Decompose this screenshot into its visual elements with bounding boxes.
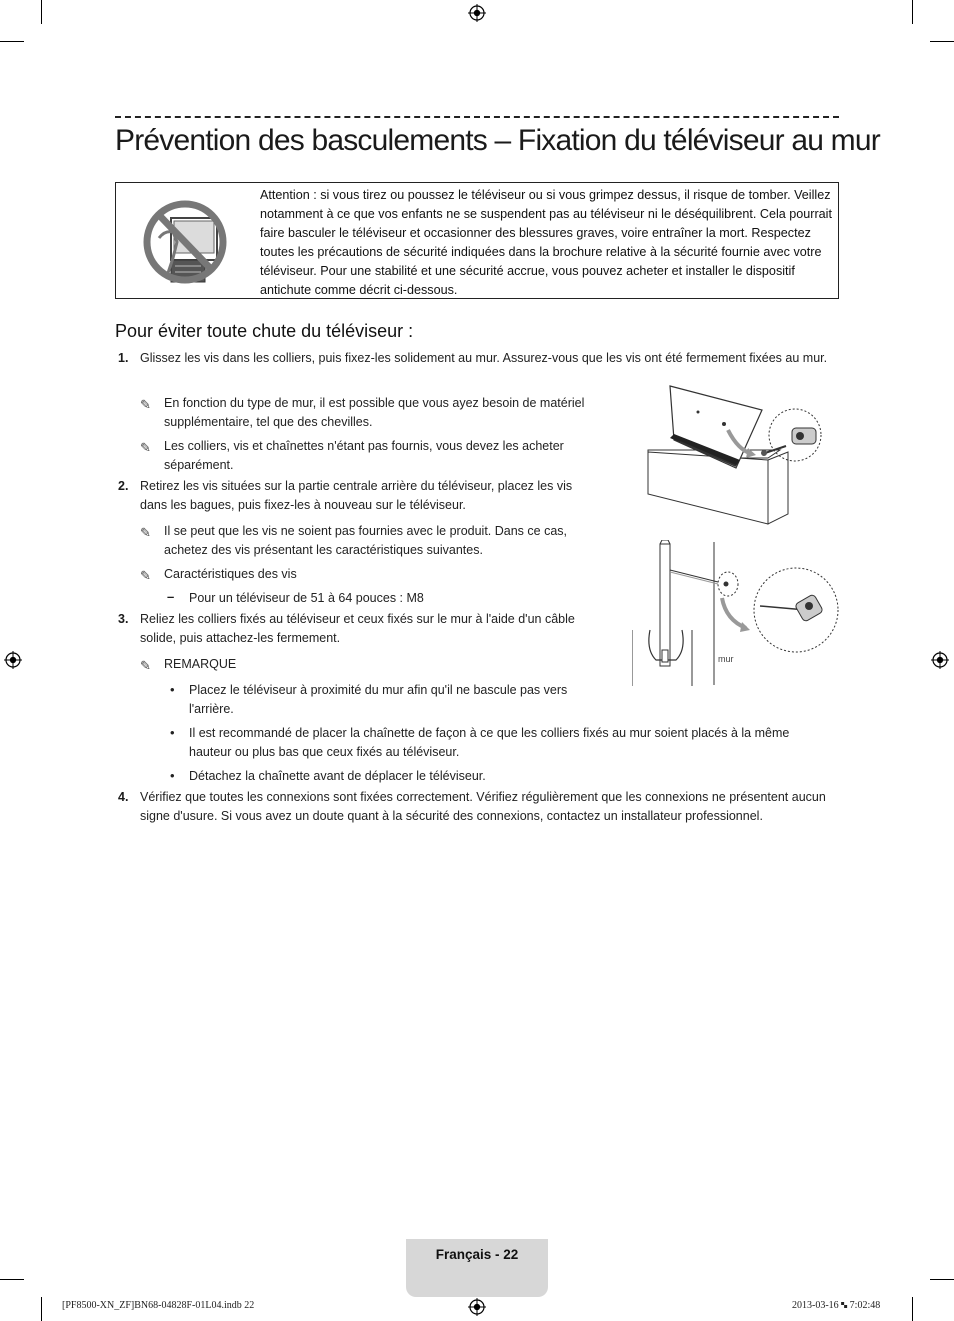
crop-mark — [912, 1297, 913, 1321]
print-slug-right: 2013-03-16 🙿 7:02:48 — [792, 1300, 881, 1311]
page-number-tab — [406, 1239, 548, 1297]
step-number: 3. — [118, 612, 129, 626]
page-number: Français - 22 — [435, 1247, 519, 1262]
no-climbing-tv-icon — [141, 198, 229, 286]
bullet-marker: • — [170, 725, 175, 740]
title-divider — [115, 116, 839, 118]
pencil-note-icon: ✎ — [140, 525, 151, 540]
warning-box — [115, 182, 839, 299]
crop-mark — [930, 41, 954, 42]
page-title: Prévention des basculements – Fixation du téléviseur au mur — [115, 124, 880, 157]
bullet-text: Il est recommandé de placer la chaînette de façon à ce que les colliers fixés au mur soient placés à la même hauteur ou plus bas que ceux fixés au téléviseur. — [189, 726, 790, 759]
tv-back-bracket-illustration — [640, 380, 840, 530]
bullet-text: Détachez la chaînette avant de déplacer le téléviseur. — [189, 769, 486, 783]
pencil-note-icon: ✎ — [140, 568, 151, 583]
step-text: Reliez les colliers fixés au téléviseur et ceux fixés sur le mur à l'aide d'un câble solide, puis attachez-les fermement. — [140, 612, 575, 645]
registration-mark-icon — [468, 1298, 486, 1316]
note-text: REMARQUE — [164, 657, 237, 671]
tv-wall-chain-illustration — [632, 540, 842, 690]
crop-mark — [0, 41, 24, 42]
note-text: Il se peut que les vis ne soient pas fournies avec le produit. Dans ce cas, achetez des vis présentant les caractéristiques suivantes. — [164, 524, 568, 557]
bullet-text: Placez le téléviseur à proximité du mur afin qu'il ne bascule pas vers l'arrière. — [189, 683, 568, 716]
registration-mark-icon — [4, 651, 22, 669]
step-text: Vérifiez que toutes les connexions sont fixées correctement. Vérifiez régulièrement que les connexions ne présentent aucun signe d'usure. Si vous avez un doute quant à la sécurité des connexions, contactez un installateur professionnel. — [140, 790, 826, 823]
registration-mark-icon — [468, 4, 486, 22]
step-text: Retirez les vis situées sur la partie centrale arrière du téléviseur, placez les vis dans les bagues, puis fixez-les à nouveau sur le téléviseur. — [140, 479, 573, 512]
crop-mark — [0, 1279, 24, 1280]
print-slug-left: [PF8500-XN_ZF]BN68-04828F-01L04.indb 22 — [62, 1300, 255, 1311]
bullet-marker: • — [170, 768, 175, 783]
note-text: Caractéristiques des vis — [164, 567, 297, 581]
pencil-note-icon: ✎ — [140, 440, 151, 455]
step-text: Glissez les vis dans les colliers, puis fixez-les solidement au mur. Assurez-vous que les vis ont été fermement fixées au mur. — [140, 351, 828, 365]
pencil-note-icon: ✎ — [140, 658, 151, 673]
registration-mark-icon — [931, 651, 949, 669]
crop-mark — [41, 0, 42, 24]
warning-text: Attention : si vous tirez ou poussez le téléviseur ou si vous grimpez dessus, il risque de tomber. Veillez notamment à ce que vos enfants ne se suspendent pas au téléviseur ni le déséquilibrent. Cela pourrait faire basculer le téléviseur et occasionner des blessures graves, voire entraîner la mort. Respectez toutes les précautions de sécurité indiquées dans la brochure relative à la sécurité fournie avec votre téléviseur. Pour une stabilité et une sécurité accrue, vous pouvez acheter et installer le dispositif antichute comme décrit ci-dessous. — [260, 188, 832, 297]
dash-text: Pour un téléviseur de 51 à 64 pouces : M8 — [189, 591, 424, 605]
pencil-note-icon: ✎ — [140, 397, 151, 412]
wall-label: mur — [718, 654, 734, 664]
step-number: 2. — [118, 479, 129, 493]
note-text: En fonction du type de mur, il est possible que vous ayez besoin de matériel supplémentaire, tel que des chevilles. — [164, 396, 585, 429]
step-number: 1. — [118, 351, 129, 365]
step-number: 4. — [118, 790, 129, 804]
dash-marker: – — [167, 589, 175, 604]
crop-mark — [912, 0, 913, 24]
crop-mark — [41, 1297, 42, 1321]
section-subtitle: Pour éviter toute chute du téléviseur : — [115, 321, 414, 341]
bullet-marker: • — [170, 682, 175, 697]
crop-mark — [930, 1279, 954, 1280]
note-text: Les colliers, vis et chaînettes n'étant pas fournis, vous devez les acheter séparément. — [164, 439, 564, 472]
